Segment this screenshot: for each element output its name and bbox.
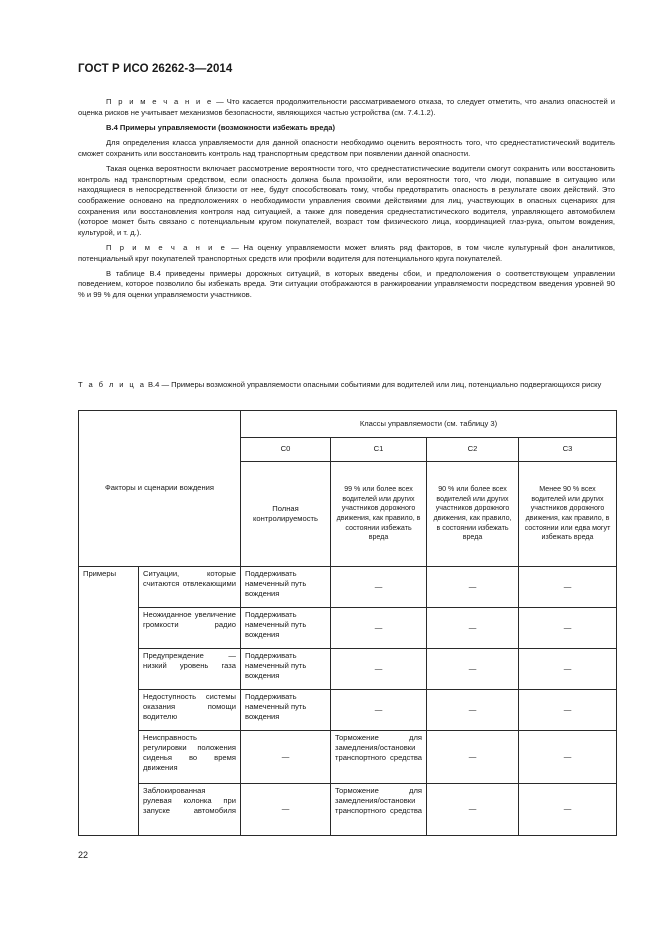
row-6-c1: Торможение для замедления/остановки транспортного средства <box>331 784 427 836</box>
note-1 <box>78 97 615 118</box>
table-row <box>79 784 617 836</box>
body-text <box>78 97 615 305</box>
note-1-label: П р и м е ч а н и е <box>106 97 214 106</box>
class-code-c3: С3 <box>519 438 617 462</box>
note-2 <box>78 243 615 264</box>
row-1-c1: — <box>331 567 427 608</box>
row-5-c3: — <box>519 731 617 784</box>
factors-header: Факторы и сценарии вождения <box>79 411 241 567</box>
row-4-c0: Поддерживать намеченный путь вождения <box>241 690 331 731</box>
row-4-c2: — <box>427 690 519 731</box>
class-desc-c0: Полная контролируемость <box>241 462 331 567</box>
note-2-label: П р и м е ч а н и е <box>106 242 227 252</box>
row-1-c3: — <box>519 567 617 608</box>
row-2-c0: Поддерживать намеченный путь вождения <box>241 608 331 649</box>
class-desc-c1: 99 % или более всех водителей или других участников дорожного движения, как правило, в состоянии избежать вреда <box>331 462 427 567</box>
scenario-4: Недоступность системы оказания помощи водителю <box>139 690 241 731</box>
row-6-c2: — <box>427 784 519 836</box>
paragraph-2: Такая оценка вероятности включает рассмотрение вероятности того, что среднестатистические водители смогут сохранить или восстановить контроль над транспортным средством, если опасность должна была произойти, или вероятности того, что люди, попавшие в ситуацию или находящиеся в непосредственной близости от нее, будут способствовать тому, чтобы предотвратить опасность в результате своих действий. Это соображение основано на предположениях о необходимости управления своими действиями для лиц, участвующих в опасных сценариях для сохранения или восстановления контроля над ситуацией, а также для поведения среднестатистического водителя, управляющего автомобилем (которое может быть связано с потенциальным кругом покупателей, возраст том физического лица, координацией глаз-рука, опытом вождения, культурой, и т. д.). <box>78 164 615 237</box>
examples-label: Примеры <box>79 567 139 836</box>
document-header: ГОСТ Р ИСО 26262-3—2014 <box>78 63 233 75</box>
table-row <box>79 608 617 649</box>
row-3-c2: — <box>427 649 519 690</box>
row-6-c0: — <box>241 784 331 836</box>
scenario-5: Неисправность регулировки положения сиденья во время движения <box>139 731 241 784</box>
note-1-text: — Что касается продолжительности рассматриваемого отказа, то следует отметить, что анализ опасностей и оценка рисков не учитывает механизмов безопасности, являющихся частью устройства (см. 7.4.1.2). <box>78 97 615 117</box>
scenario-6: Заблокированная рулевая колонка при запуске автомобиля <box>139 784 241 836</box>
class-code-c1: С1 <box>331 438 427 462</box>
table-caption-text: В.4 — Примеры возможной управляемости опасными событиями для водителей или лиц, потенциально подвергающихся риску <box>145 380 602 389</box>
row-5-c1: Торможение для замедления/остановки транспортного средства <box>331 731 427 784</box>
table-caption-label: Т а б л и ц а <box>78 380 146 389</box>
row-1-c2: — <box>427 567 519 608</box>
class-code-c0: С0 <box>241 438 331 462</box>
class-desc-c2: 90 % или более всех водителей или других участников дорожного движения, как правило, в состоянии избежать вреда <box>427 462 519 567</box>
controllability-table <box>78 410 617 836</box>
page-number: 22 <box>78 850 89 860</box>
row-2-c2: — <box>427 608 519 649</box>
row-5-c0: — <box>241 731 331 784</box>
paragraph-3: В таблице В.4 приведены примеры дорожных ситуаций, в которых введены сбои, и предположения о соответствующем управлении поведением, которое позволило бы избежать вреда. Эти ситуации отображаются в ранжировании управляемости посредством введения уровней 90 % и 99 % для оценки управляемости участников. <box>78 268 615 299</box>
table-row <box>79 731 617 784</box>
row-3-c3: — <box>519 649 617 690</box>
row-5-c2: — <box>427 731 519 784</box>
table-header-row <box>79 411 617 438</box>
class-code-c2: С2 <box>427 438 519 462</box>
table-row <box>79 649 617 690</box>
classes-header: Классы управляемости (см. таблицу 3) <box>241 411 617 438</box>
table-row <box>79 690 617 731</box>
row-6-c3: — <box>519 784 617 836</box>
row-3-c0: Поддерживать намеченный путь вождения <box>241 649 331 690</box>
row-4-c1: — <box>331 690 427 731</box>
row-4-c3: — <box>519 690 617 731</box>
row-1-c0: Поддерживать намеченный путь вождения <box>241 567 331 608</box>
row-2-c3: — <box>519 608 617 649</box>
paragraph-1: Для определения класса управляемости для данной опасности необходимо оценить вероятность того, что среднестатистический водитель сможет сохранить или восстановить контроль над транспортным средством при появлении данной опасности. <box>78 138 615 158</box>
scenario-1: Ситуации, которые считаются отвлекающими <box>139 567 241 608</box>
scenario-2: Неожиданное увеличение громкости радио <box>139 608 241 649</box>
row-2-c1: — <box>331 608 427 649</box>
scenario-3: Предупреждение — низкий уровень газа <box>139 649 241 690</box>
table-row <box>79 567 617 608</box>
table-caption <box>78 380 615 391</box>
class-desc-c3: Менее 90 % всех водителей или других участников дорожного движения, как правило, в состоянии или едва могут избежать вреда <box>519 462 617 567</box>
row-3-c1: — <box>331 649 427 690</box>
note-2-text: — На оценку управляемости может влиять ряд факторов, в том числе культурный фон аналитиков, потенциальный круг покупателей транспортных средств или профили водителя для потенциального круга покупателей. <box>78 242 615 263</box>
section-title: В.4 Примеры управляемости (возможности избежать вреда) <box>106 122 336 132</box>
